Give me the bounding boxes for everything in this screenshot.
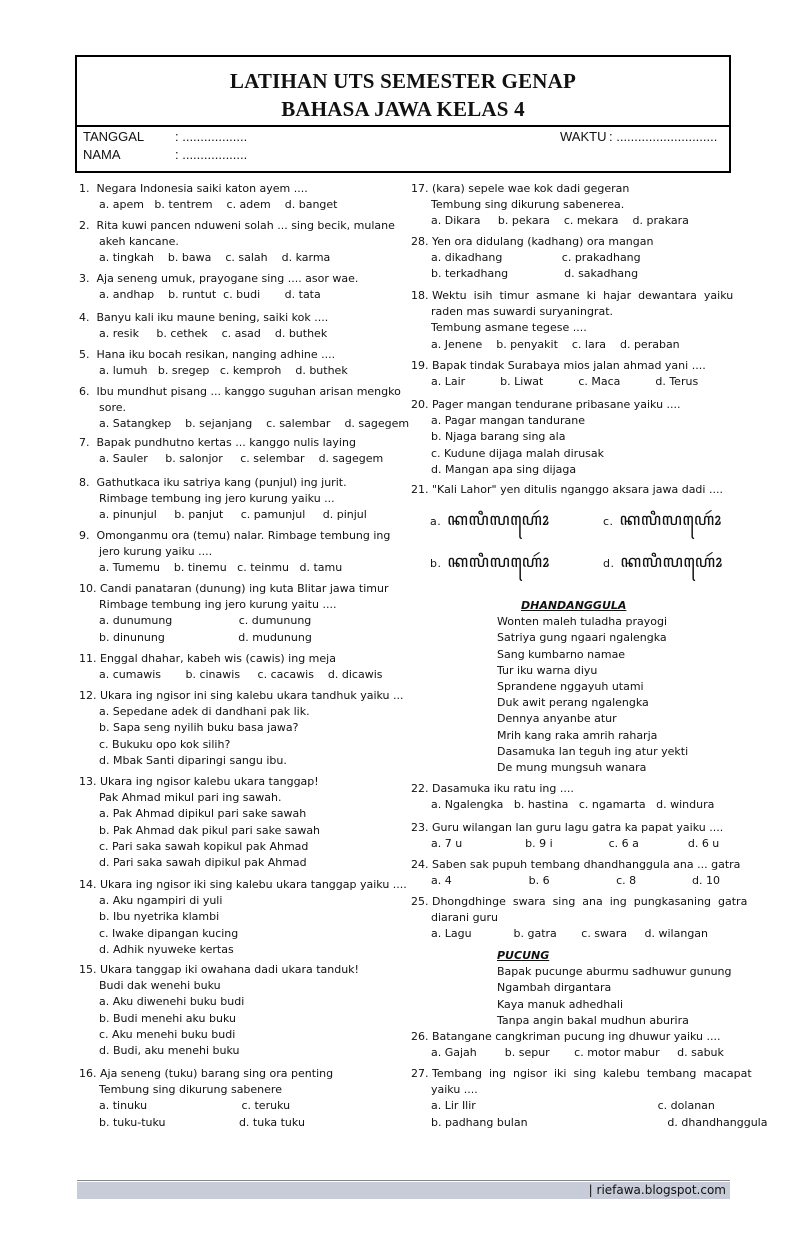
question-stem: 1. Negara Indonesia saiki katon ayem .... [79,182,308,195]
question-stem: 14. Ukara ing ngisor iki sing kalebu ukara tanggap yaiku .... [79,878,407,891]
question-line: jero kurung yaiku .... [99,545,213,559]
question-item [79,310,328,342]
question-item [411,482,723,498]
question-line: d. Pari saka sawah dipikul pak Ahmad [99,856,307,870]
poem-line: Satriya gung ngaari ngalengka [497,631,667,645]
poem-line: Tur iku warna diyu [497,663,598,677]
question-item [79,528,390,577]
question-item [411,397,681,478]
jawa-glyph-c: ꦏꦭꦶꦭꦲꦺꦴꦂ [619,510,722,530]
question-line: Rimbage tembung ing jero kurung yaiku ... [99,492,335,506]
question-item [411,781,714,813]
question-line: sore. [99,401,127,415]
question-stem: 18. Wektu isih timur asmane ki hajar dewantara yaiku [411,289,734,302]
question-stem: 11. Enggal dhahar, kabeh wis (cawis) ing meja [79,652,336,665]
question-line: yaiku .... [431,1083,478,1097]
question-item [411,234,653,283]
question-line: Tembung asmane tegese .... [431,321,587,335]
jawa-glyph-d: ꦏꦭꦶꦭꦲꦺꦴꦂ [620,552,723,572]
question-stem: 24. Saben sak pupuh tembang dhandhanggula ana ... gatra [411,858,741,871]
question-stem: 21. "Kali Lahor" yen ditulis nganggo aksara jawa dadi .... [411,483,723,496]
nama-label: NAMA [83,147,121,162]
question-item [79,774,320,871]
poem-line: Tanpa angin bakal mudhun aburira [497,1013,689,1027]
question-line: Tembung sing dikurung sabenerea. [431,198,625,212]
question-line: a. Gajah b. sepur c. motor mabur d. sabuk [431,1046,724,1060]
question-line: a. Lair b. Liwat c. Maca d. Terus [431,375,699,389]
question-stem: 13. Ukara ing ngisor kalebu ukara tanggap! [79,775,319,788]
question-line: a. Ngalengka b. hastina c. ngamarta d. windura [431,798,715,812]
question-item [411,358,706,390]
question-line: c. Kudune dijaga malah dirusak [431,446,605,460]
question-item [79,435,383,467]
question-line: b. terkadhang d. sakadhang [431,267,639,281]
question-stem: 3. Aja seneng umuk, prayogane sing .... asor wae. [79,272,359,285]
question-item [79,688,404,769]
question-stem: 12. Ukara ing ngisor ini sing kalebu ukara tandhuk yaiku ... [79,689,404,702]
waktu-label: WAKTU [560,129,607,144]
question-item [79,271,358,303]
question-line: a. Jenene b. penyakit c. lara d. peraban [431,337,680,351]
question-line: c. Bukuku opo kok silih? [99,737,231,751]
question-stem: 9. Omonganmu ora (temu) nalar. Rimbage tembung ing [79,529,391,542]
poem-pucung [497,948,732,1029]
question-line: Tembung sing dikurung sabenere [99,1083,282,1097]
question-line: Pak Ahmad mikul pari ing sawah. [99,791,282,805]
poem-line: De mung mungsuh wanara [497,761,647,775]
header-box [75,55,731,173]
question-line: a. Lir Ilir c. dolanan [431,1099,715,1113]
question-item [79,347,348,379]
footer-bar [77,1182,730,1199]
question-line: a. andhap b. runtut c. budi d. tata [99,288,321,302]
poem-line: Bapak pucunge aburmu sadhuwur gunung [497,965,732,979]
question-stem: 15. Ukara tanggap iki owahana dadi ukara tanduk! [79,963,359,976]
question-line: c. Aku menehi buku budi [99,1027,236,1041]
question-line: a. dikadhang c. prakadhang [431,251,641,265]
question-stem: 8. Gathutkaca iku satriya kang (punjul) ing jurit. [79,476,347,489]
question-item [79,218,395,267]
question-line: a. resik b. cethek c. asad d. buthek [99,327,328,341]
question-line: a. Satangkep b. sejanjang c. salembar d. sagegem [99,417,410,431]
nama-field[interactable]: : .................. [175,147,248,162]
question-stem: 20. Pager mangan tendurane pribasane yaiku .... [411,398,681,411]
poem-line: Kaya manuk adhedhali [497,997,624,1011]
question-line: raden mas suwardi suryaningrat. [431,305,613,319]
title-line-1: LATIHAN UTS SEMESTER GENAP [229,69,577,93]
footer-url[interactable]: | riefawa.blogspot.com [588,1183,726,1197]
question-line: Budi dak wenehi buku [99,979,221,993]
question-line: b. padhang bulan d. dhandhanggula [431,1115,768,1129]
poem-title: DHANDANGGULA [521,599,627,612]
question-stem: 4. Banyu kali iku maune bening, saiki kok .... [79,311,329,324]
question-item [79,475,367,524]
question-line: a. Pagar mangan tandurane [431,414,585,428]
question-line: a. apem b. tentrem c. adem d. banget [99,198,338,212]
question-item [79,877,407,958]
question-item [79,651,383,683]
title-line-2: BAHASA JAWA KELAS 4 [281,97,525,121]
question-line: b. tuku-tuku d. tuka tuku [99,1115,305,1129]
question-line: b. Ibu nyetrika klambi [99,910,220,924]
question-line: a. Lagu b. gatra c. swara d. wilangan [431,927,709,941]
question-line: a. Sauler b. salonjor c. selembar d. sagegem [99,452,384,466]
question-stem: 7. Bapak pundhutno kertas ... kanggo nulis laying [79,436,356,449]
question-item [411,857,740,889]
question-stem: 17. (kara) sepele wae kok dadi gegeran [411,182,630,195]
question-line: a. Sepedane adek di dandhani pak lik. [99,705,310,719]
question-line: d. Budi, aku menehi buku [99,1044,240,1058]
poem-line: Mrih kang raka amrih raharja [497,728,658,742]
question-line: a. lumuh b. sregep c. kemproh d. buthek [99,364,348,378]
question-stem: 16. Aja seneng (tuku) barang sing ora penting [79,1067,334,1080]
question-stem: 19. Bapak tindak Surabaya mios jalan ahmad yani .... [411,359,706,372]
question-item [411,288,733,353]
question-line: c. Iwake dipangan kucing [99,926,239,940]
question-line: d. Mbak Santi diparingi sangu ibu. [99,753,287,767]
question-stem: 27. Tembang ing ngisor iki sing kalebu tembang macapat [411,1067,752,1080]
poem-line: Sprandene nggayuh utami [497,680,644,694]
question-line: b. Njaga barang sing ala [431,430,566,444]
poem-line: Ngambah dirgantara [497,981,612,995]
question-line: a. Dikara b. pekara c. mekara d. prakara [431,214,689,228]
question-item [79,1066,333,1131]
jawa-glyph-a: ꦏꦭꦶꦭꦲꦺꦴꦂ [447,510,550,530]
footer-rule [77,1180,730,1181]
question-stem: 26. Batangane cangkriman pucung ing dhuwur yaiku .... [411,1030,721,1043]
question-line: d. Mangan apa sing dijaga [431,462,577,476]
question-line: b. dinunung d. mudunung [99,630,312,644]
question-line: a. Pak Ahmad dipikul pari sake sawah [99,807,307,821]
question-line: a. dunumung c. dumunung [99,614,312,628]
jawa-option-c: c. ꦏꦭꦶꦭꦲꦺꦴꦂ [603,510,722,530]
question-item [411,1029,724,1061]
question-item [79,962,359,1059]
poem-title: PUCUNG [497,949,550,962]
tanggal-label: TANGGAL [83,129,145,144]
jawa-option-b: b. ꦏꦭꦶꦭꦲꦺꦴꦂ [430,552,550,572]
question-line: a. 4 b. 6 c. 8 d. 10 [431,874,721,888]
question-line: diarani guru [431,911,499,925]
question-line: akeh kancane. [99,235,179,249]
header-divider [77,125,729,127]
question-line: a. tinuku c. teruku [99,1099,291,1113]
question-item [79,384,409,433]
question-stem: 25. Dhongdhinge swara sing ana ing pungkasaning gatra [411,895,748,908]
poem-dhandanggula [497,598,688,776]
poem-line: Dasamuka lan teguh ing atur yekti [497,744,689,758]
poem-line: Duk awit perang ngalengka [497,696,649,710]
tanggal-field[interactable]: : .................. [175,129,248,144]
question-line: a. Aku diwenehi buku budi [99,995,245,1009]
poem-line: Sang kumbarno namae [497,647,626,661]
question-line: a. tingkah b. bawa c. salah d. karma [99,251,331,265]
question-line: b. Sapa seng nyilih buku basa jawa? [99,721,299,735]
question-stem: 6. Ibu mundhut pisang ... kanggo suguhan arisan mengko [79,385,401,398]
question-stem: 10. Candi panataran (dunung) ing kuta Blitar jawa timur [79,582,389,595]
question-line: b. Budi menehi aku buku [99,1011,236,1025]
question-item [411,894,747,943]
question-stem: 5. Hana iku bocah resikan, nanging adhine .... [79,348,336,361]
question-line: a. Aku ngampiri di yuli [99,894,223,908]
question-stem: 22. Dasamuka iku ratu ing .... [411,782,574,795]
question-item [411,1066,767,1131]
question-line: a. 7 u b. 9 i c. 6 a d. 6 u [431,837,720,851]
jawa-option-d: d. ꦏꦭꦶꦭꦲꦺꦴꦂ [603,552,723,572]
question-line: b. Pak Ahmad dak pikul pari sake sawah [99,823,321,837]
question-item [411,181,689,230]
poem-line: Dennya anyanbe atur [497,712,617,726]
question-item [411,820,723,852]
question-line: d. Adhik nyuweke kertas [99,942,234,956]
question-stem: 28. Yen ora didulang (kadhang) ora mangan [411,235,654,248]
question-line: Rimbage tembung ing jero kurung yaitu .... [99,598,337,612]
poem-line: Wonten maleh tuladha prayogi [497,615,668,629]
question-stem: 2. Rita kuwi pancen nduweni solah ... sing becik, mulane [79,219,395,232]
question-item [79,581,388,646]
question-item [79,181,338,213]
jawa-option-a: a. ꦏꦭꦶꦭꦲꦺꦴꦂ [430,510,550,530]
question-stem: 23. Guru wilangan lan guru lagu gatra ka papat yaiku .... [411,821,724,834]
question-line: a. Tumemu b. tinemu c. teinmu d. tamu [99,561,343,575]
jawa-glyph-b: ꦏꦭꦶꦭꦲꦺꦴꦂ [447,552,550,572]
question-line: c. Pari saka sawah kopikul pak Ahmad [99,839,309,853]
waktu-field[interactable]: : ............................ [609,129,718,144]
question-line: a. pinunjul b. panjut c. pamunjul d. pinjul [99,508,367,522]
question-line: a. cumawis b. cinawis c. cacawis d. dicawis [99,668,383,682]
